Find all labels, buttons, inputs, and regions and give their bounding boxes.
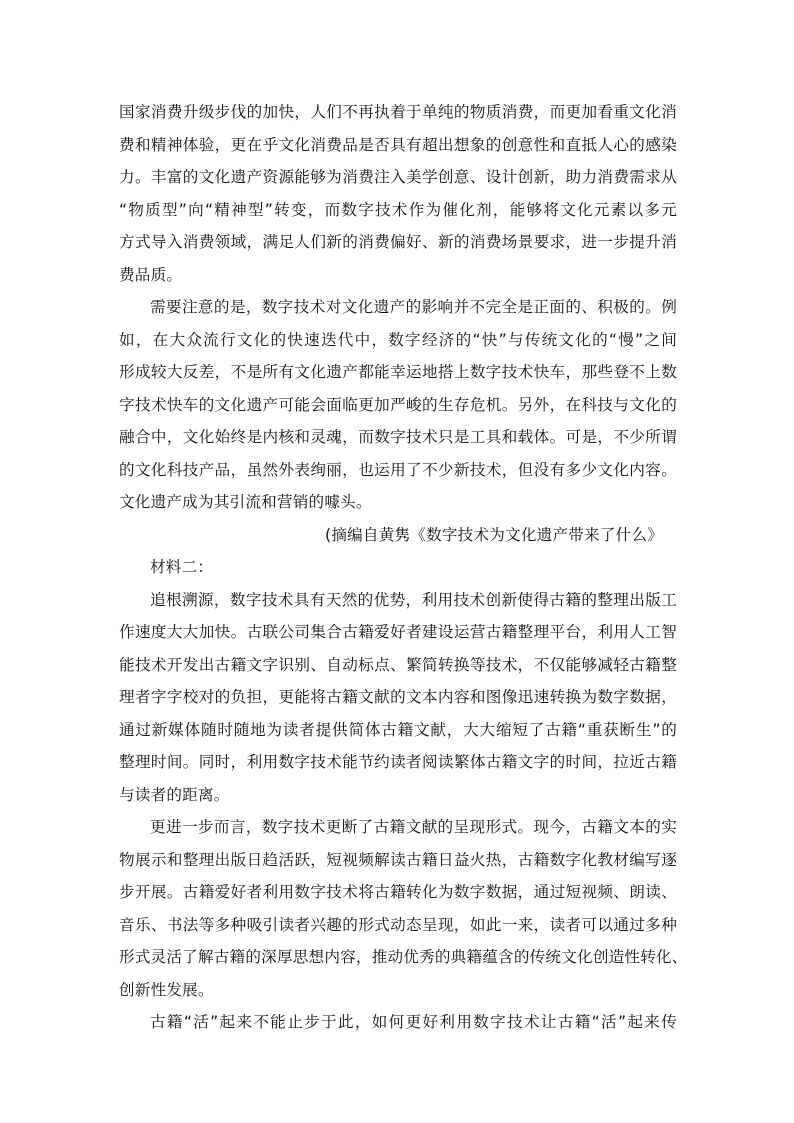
text-line: 需要注意的是，数字技术对文化遗产的影响并不完全是正面的、积极的。例 — [150, 298, 677, 316]
text-line: 国家消费升级步伐的加快，人们不再执着于单纯的物质消费，而更加看重文化消 — [119, 103, 677, 121]
text-line: 如，在大众流行文化的快速迭代中，数字经济的“快”与传统文化的“慢”之间 — [119, 330, 677, 349]
text-line: 能技术开发出古籍文字识别、自动标点、繁简转换等技术，不仅能够减轻古籍整 — [119, 655, 677, 674]
text-line: 作速度大大加快。古联公司集合古籍爱好者建设运营古籍整理平台，利用人工智 — [119, 623, 677, 641]
text-line: 物展示和整理出版日趋活跃，短视频解读古籍日益火热，古籍数字化教材编写逐 — [119, 850, 677, 869]
text-line: 音乐、书法等多种吸引读者兴趣的形式动态呈现，如此一来，读者可以通过多种 — [119, 915, 677, 934]
text-line: 与读者的距离。 — [119, 785, 230, 804]
text-line: “物质型”向“精神型”转变，而数字技术作为催化剂，能够将文化元素以多元 — [119, 200, 677, 219]
text-line: 形式灵活了解古籍的深厚思想内容，推动优秀的典籍蕴含的传统文化创造性转化、 — [119, 948, 688, 966]
text-line: 整理时间。同时，利用数字技术能节约读者阅读繁体古籍文字的时间，拉近古籍 — [119, 753, 677, 771]
material-heading: 材料二： — [150, 558, 214, 576]
paragraph-ancient-books-digitization — [119, 584, 677, 812]
paragraph-further-work — [119, 1006, 677, 1039]
document-body — [119, 96, 688, 1039]
text-line: 形成较大反差，不是所有文化遗产都能幸运地搭上数字技术快车，那些登不上数 — [119, 363, 677, 381]
text-line: 融合中，文化始终是内核和灵魂，而数字技术只是工具和载体。可是，不少所谓 — [119, 428, 677, 446]
text-line: 文化遗产成为其引流和营销的噱头。 — [119, 493, 372, 511]
text-line: 古籍“活”起来不能止步于此，如何更好利用数字技术让古籍“活”起来传 — [150, 1013, 677, 1031]
text-line: 方式导入消费领域，满足人们新的消费偏好、新的消费场景要求，进一步提升消 — [119, 233, 677, 251]
paragraph-presentation-forms — [119, 811, 688, 1006]
paragraph-caution — [119, 291, 677, 519]
text-line: 步开展。古籍爱好者利用数字技术将古籍转化为数字数据，通过短视频、朗读、 — [119, 883, 677, 901]
paragraph-consumption-upgrade — [119, 96, 677, 291]
text-line: 费和精神体验，更在乎文化消费品是否具有超出想象的创意性和直抵人心的感染 — [119, 135, 677, 154]
text-line: 通过新媒体随时随地为读者提供简体古籍文献，大大缩短了古籍“重获断生”的 — [119, 720, 677, 739]
text-line: 费品质。 — [119, 265, 183, 284]
text-line: 力。丰富的文化遗产资源能够为消费注入美学创意、设计创新，助力消费需求从 — [119, 168, 677, 186]
text-line: 字技术快车的文化遗产可能会面临更加严峻的生存危机。另外，在科技与文化的 — [119, 395, 677, 414]
text-line: 的文化科技产品，虽然外表绚丽，也运用了不少新技术，但没有多少文化内容。 — [119, 460, 677, 479]
text-line: 追根溯源，数字技术具有天然的优势，利用技术创新使得古籍的整理出版工 — [150, 590, 677, 609]
text-line: 更进一步而言，数字技术更断了古籍文献的呈现形式。现今，古籍文本的实 — [150, 818, 677, 836]
text-line: 理者字字校对的负担，更能将古籍文献的文本内容和图像迅速转换为数字数据， — [119, 688, 677, 706]
source-citation: (摘编自黄隽《数字技术为文化遗产带来了什么》 — [325, 525, 663, 544]
text-line: 创新性发展。 — [119, 980, 214, 999]
